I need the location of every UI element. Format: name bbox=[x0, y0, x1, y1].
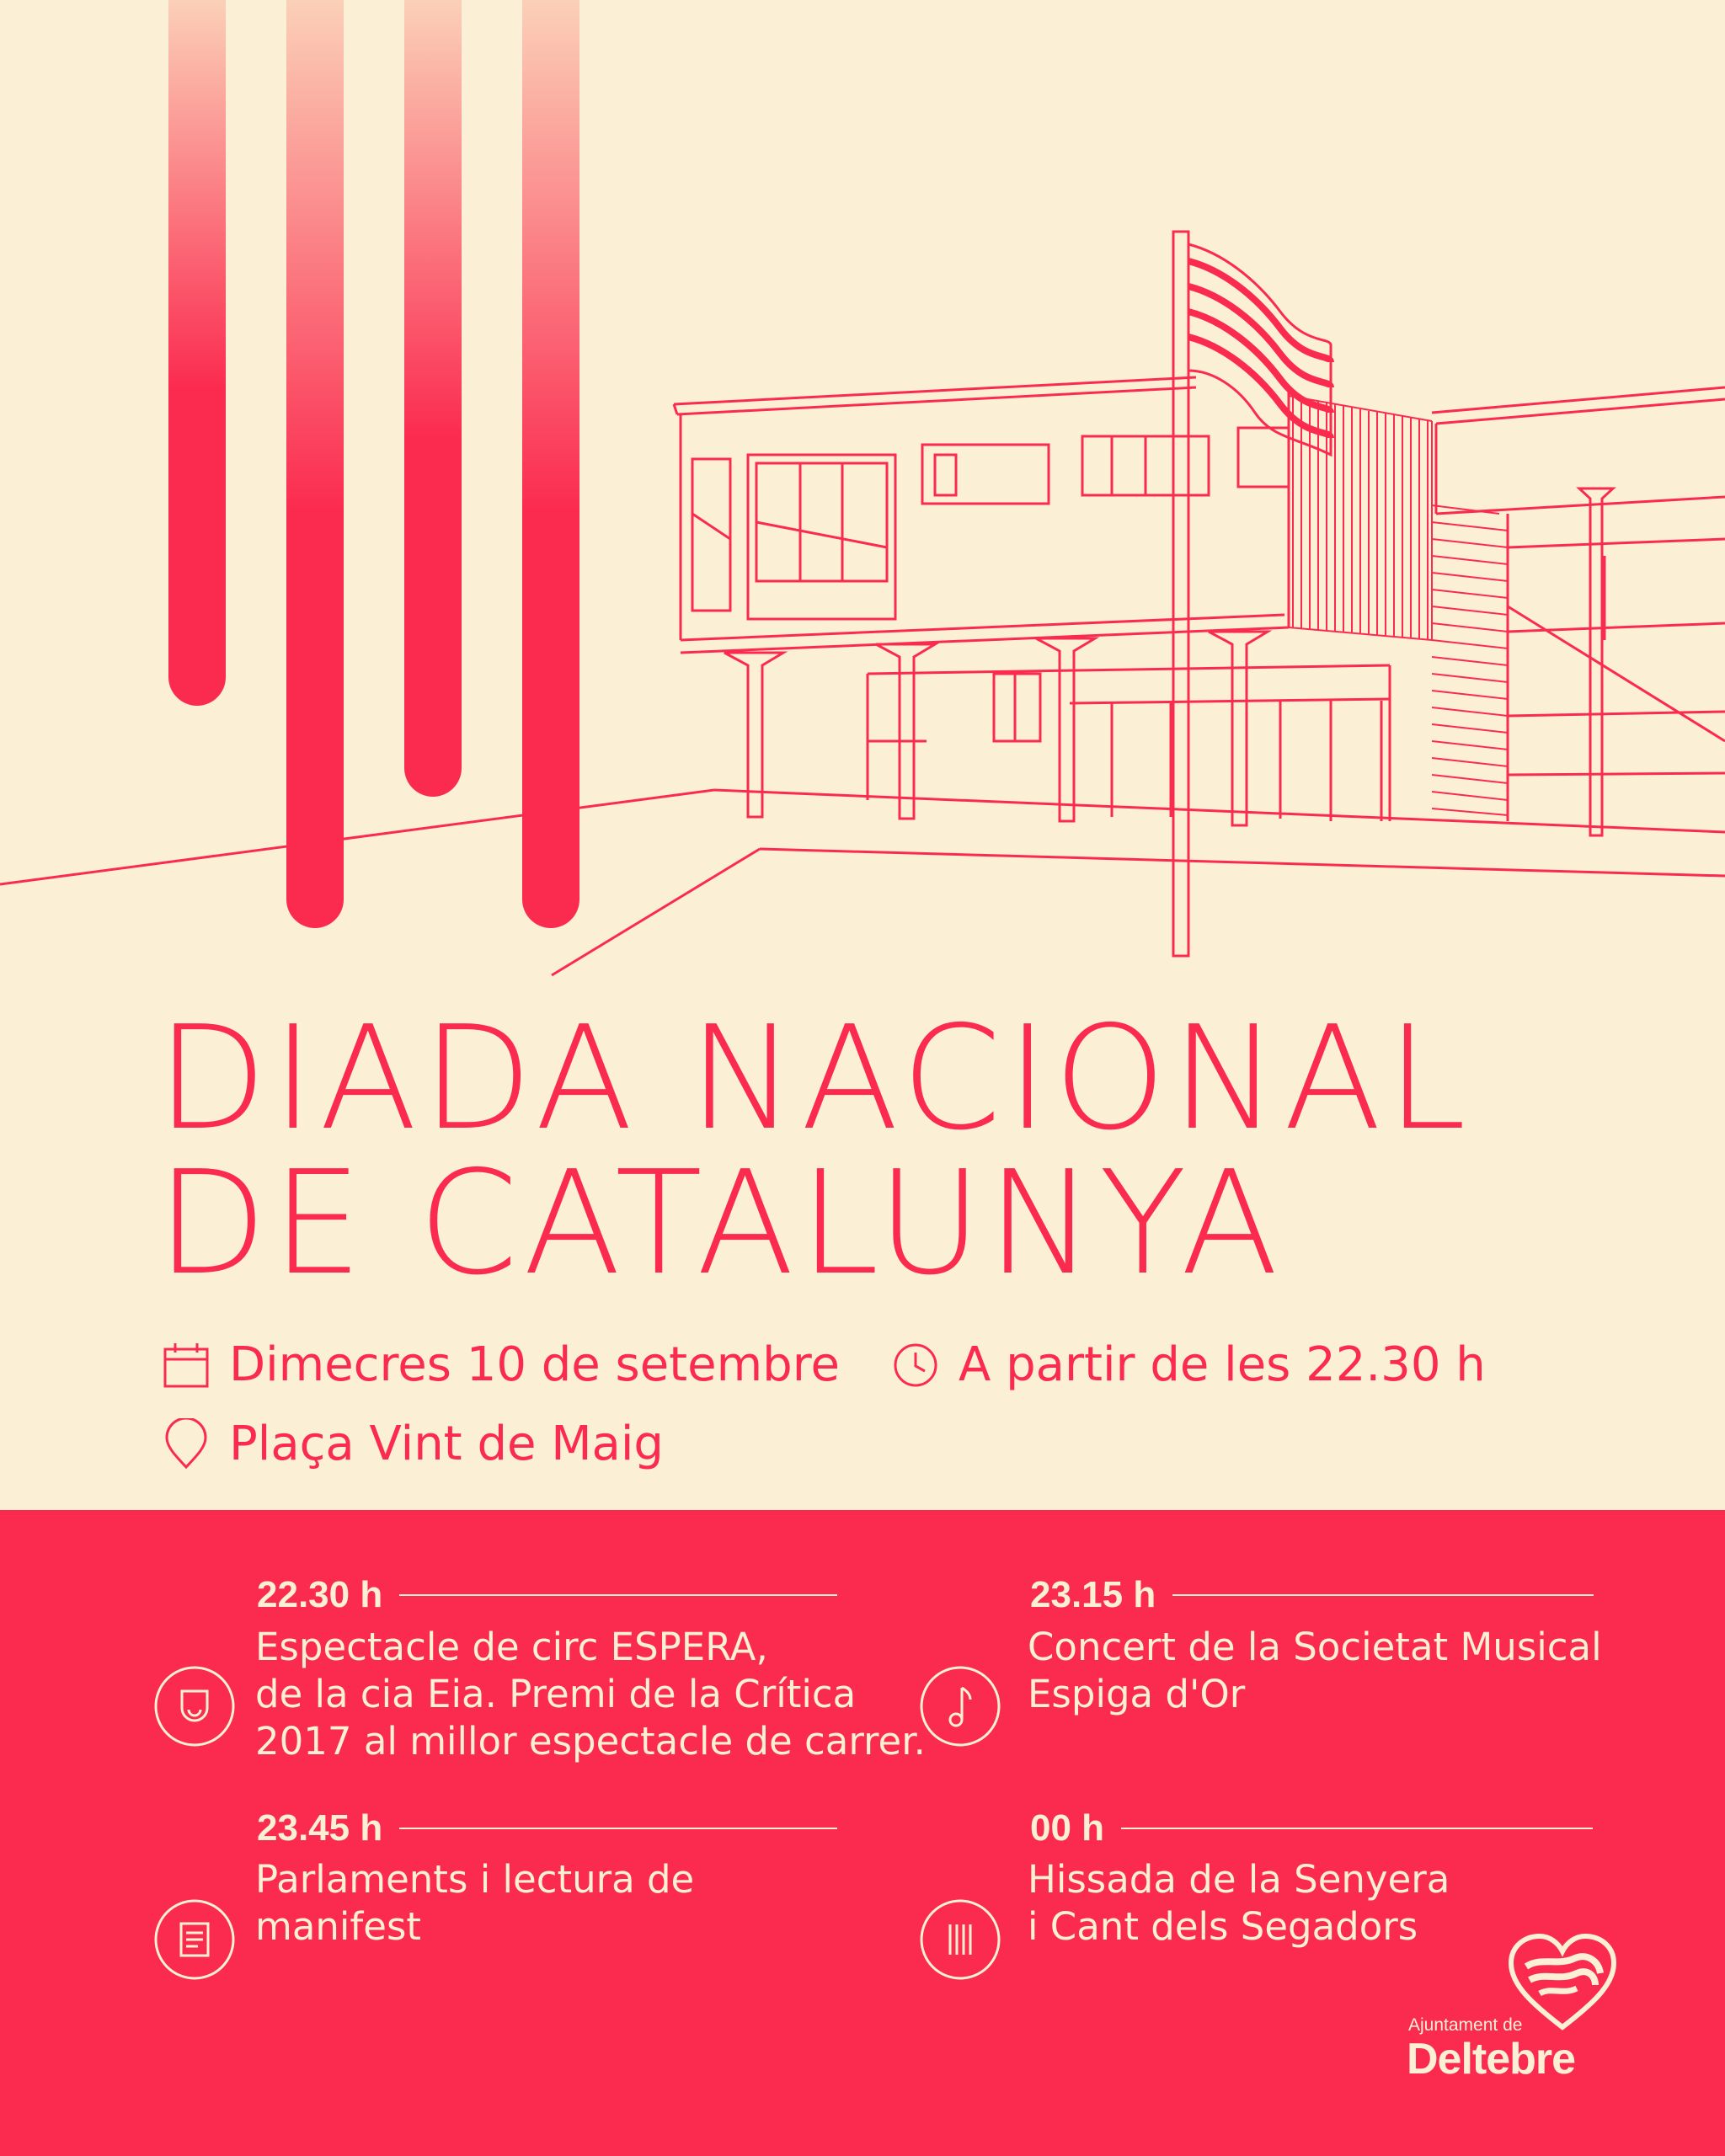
program-description-line: Espectacle de circ ESPERA, bbox=[255, 1625, 768, 1669]
divider-line bbox=[399, 1828, 837, 1829]
music-note-icon bbox=[920, 1666, 1001, 1747]
heart-logo-icon bbox=[1508, 1933, 1617, 2032]
senyera-stripes-icon bbox=[920, 1899, 1001, 1980]
program-item-header bbox=[1030, 1807, 1593, 1849]
program-description bbox=[1028, 1856, 1450, 1951]
calendar-icon bbox=[162, 1341, 211, 1390]
program-description-line: Espiga d'Or bbox=[1028, 1672, 1246, 1716]
building-drawing bbox=[0, 232, 1725, 975]
program-description-line: Hissada de la Senyera bbox=[1028, 1857, 1450, 1902]
document-icon bbox=[154, 1899, 235, 1980]
logo-caption: Ajuntament de bbox=[1408, 2015, 1523, 2035]
stripe-2 bbox=[286, 0, 344, 928]
program-description bbox=[255, 1856, 694, 1951]
info-time bbox=[891, 1337, 1486, 1392]
stripe-3 bbox=[404, 0, 462, 797]
municipality-logo bbox=[1407, 1933, 1617, 2084]
program-description bbox=[255, 1624, 926, 1765]
mask-icon bbox=[154, 1666, 235, 1747]
stripe-4 bbox=[522, 0, 579, 928]
program-description-line: de la cia Eia. Premi de la Crítica bbox=[255, 1672, 857, 1716]
info-place bbox=[162, 1417, 664, 1471]
stripes bbox=[168, 0, 579, 928]
info-date-text: Dimecres 10 de setembre bbox=[229, 1337, 840, 1392]
divider-line bbox=[1172, 1594, 1594, 1596]
stripe-1 bbox=[168, 0, 226, 706]
program-item-header bbox=[257, 1807, 837, 1849]
divider-line bbox=[1121, 1828, 1593, 1829]
program-description-line: i Cant dels Segadors bbox=[1028, 1904, 1418, 1949]
program-time: 23.45 h bbox=[257, 1807, 383, 1849]
program-description-line: Concert de la Societat Musical bbox=[1028, 1625, 1602, 1669]
program-item-header bbox=[1030, 1574, 1594, 1616]
program-description-line: Parlaments i lectura de bbox=[255, 1857, 695, 1902]
clock-icon bbox=[891, 1341, 940, 1390]
info-date bbox=[162, 1337, 840, 1392]
program-description bbox=[1028, 1624, 1602, 1718]
divider-line bbox=[399, 1594, 837, 1596]
program-time: 22.30 h bbox=[257, 1574, 383, 1615]
poster-title bbox=[157, 995, 1471, 1307]
title-line-1: DIADA NACIONAL bbox=[157, 995, 1471, 1162]
program-item-header bbox=[257, 1574, 837, 1616]
illustration bbox=[0, 0, 1725, 994]
program-description-line: 2017 al millor espectacle de carrer. bbox=[255, 1719, 926, 1764]
program-time: 00 h bbox=[1030, 1807, 1105, 1849]
info-place-text: Plaça Vint de Maig bbox=[229, 1417, 664, 1471]
program-time: 23.15 h bbox=[1030, 1574, 1156, 1615]
logo-name: Deltebre bbox=[1407, 2035, 1576, 2084]
info-time-text: A partir de les 22.30 h bbox=[959, 1337, 1486, 1392]
program-description-line: manifest bbox=[255, 1904, 422, 1949]
location-pin-icon bbox=[162, 1418, 211, 1470]
title-line-2: DE CATALUNYA bbox=[157, 1140, 1284, 1307]
